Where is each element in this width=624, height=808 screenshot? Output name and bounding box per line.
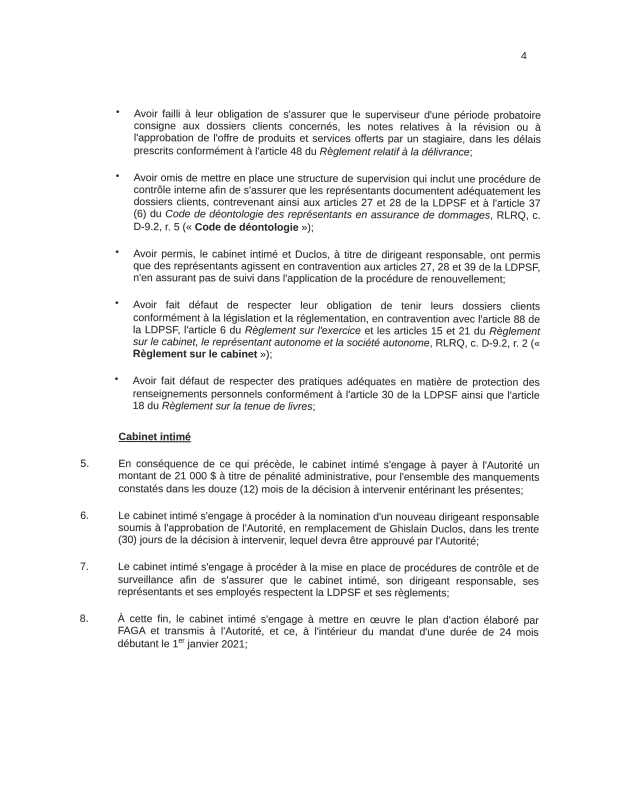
text-segment: Règlement relatif à la délivrance: [319, 145, 470, 159]
section-heading: Cabinet intimé: [118, 431, 191, 444]
text-segment: Code de déontologie: [194, 220, 299, 234]
bullet-text: [133, 299, 540, 362]
text-segment: Avoir failli à leur obligation de s'assurer que le superviseur d'une période probatoire consigne aux dossiers clients concernés, les notes relatives à la révision ou à l'approbation de l'offre de produits et services offerts par un stagiaire, dans les délais prescrits conformément à l'article 48 du: [133, 108, 541, 158]
item-number: 8.: [79, 612, 89, 625]
bullet-text: [133, 376, 540, 414]
text-segment: »);: [298, 221, 314, 234]
text-segment: Règlement sur le cabinet: [132, 348, 258, 361]
numbered-item: [80, 458, 540, 497]
text-segment: Règlement sur le cabinet, le représentant autonome et la société autonome: [132, 325, 541, 350]
text-segment: ;: [469, 146, 473, 159]
text-segment: Le cabinet intimé s'engage à procéder à la mise en place de procédures de contrôle et de surveillance afin de s'assurer que le cabinet intimé, son dirigeant responsable, ses représentants et ses employés respectent la LDPSF et ses règlements;: [117, 561, 540, 600]
item-text: [118, 613, 539, 651]
document-content: [79, 106, 541, 667]
bullet-item: [115, 246, 541, 286]
bullet-icon: •: [114, 374, 119, 386]
bullet-icon: •: [115, 106, 120, 118]
text-segment: Avoir fait défaut de respecter des pratiques adéquates en matière de protection des renseignements personnels conformément à l'article 30 de la LDPSF ainsi que l'article 18 du: [132, 375, 540, 413]
numbered-item: [79, 612, 539, 651]
bullet-text: [134, 108, 541, 159]
numbered-item: [79, 561, 540, 600]
numbered-item: [80, 509, 540, 548]
text-segment: Le cabinet intimé s'engage à procéder à la nomination d'un nouveau dirigeant responsable soumis à l'approbation de l'Autorité, en remplacement de Ghislain Duclos, dans les trente (30) jours de la décision à intervenir, lequel devra être approuvé par l'Autorité;: [118, 509, 540, 548]
text-segment: Avoir permis, le cabinet intimé et Duclos, à titre de dirigeant responsable, ont permis que des représentants agissent en contravention aux articles 27, 28 et 39 de la LDPSF, n'en assurant pas de suivi dans l'application de la procédure de renouvellement;: [133, 247, 541, 286]
bullet-text: [133, 172, 540, 235]
bullet-item: [115, 106, 541, 159]
text-segment: Avoir fait défaut de respecter leur obligation de tenir leurs dossiers clients conformément à la législation et la réglementation, en contravention avec l'article 88 de la LDPSF, l'article 6 du: [133, 299, 541, 337]
text-segment: Règlement sur l'exercice: [244, 324, 361, 337]
text-segment: et les articles 15 et 21 du: [360, 324, 490, 338]
text-segment: À cette fin, le cabinet intimé s'engage à mettre en œuvre le plan d'action élaboré par FAGA et transmis à l'Autorité, et ce, à l'intérieur du mandat d'une durée de 24 mois débutant le 1: [117, 613, 539, 650]
item-text: [118, 458, 539, 496]
item-text: [118, 561, 539, 599]
bullet-icon: •: [115, 246, 119, 258]
text-segment: janvier 2021;: [184, 637, 248, 651]
page-number: 4: [521, 50, 527, 62]
bullet-item: [115, 170, 541, 235]
text-segment: Avoir omis de mettre en place une structure de supervision qui inclut une procédure de contrôle interne afin de s'assurer que les représentants documentent adéquatement les dossiers clients, contrevenant ainsi aux articles 27 et 28 de la LDPSF et à l'article 37 (6) du: [133, 171, 541, 221]
text-segment: ;: [312, 400, 316, 413]
numbered-list: [79, 458, 540, 651]
bullet-list: [114, 106, 541, 414]
text-segment: , RLRQ, c. D-9.2, r. 5 («: [133, 210, 541, 233]
item-number: 7.: [79, 561, 89, 574]
bullet-text: [133, 248, 540, 286]
item-number: 6.: [80, 509, 90, 522]
item-text: [118, 510, 539, 548]
bullet-item: [115, 298, 541, 362]
text-segment: Code de déontologie des représentants en assurance de dommages: [165, 208, 491, 223]
text-segment: En conséquence de ce qui précède, le cabinet intimé s'engage à payer à l'Autorité un montant de 21 000 $ à titre de pénalité administrative, pour l'ensemble des manquements constatés dans les douze (12) mois de la décision à intervenir entérinant les présentes;: [118, 458, 540, 497]
text-segment: »);: [257, 348, 273, 361]
text-segment: , RLRQ, c. D-9.2, r. 2 («: [429, 337, 541, 350]
bullet-icon: •: [115, 298, 119, 310]
text-segment: Règlement sur la tenue de livres: [161, 400, 313, 413]
text-segment: er: [178, 637, 185, 645]
item-number: 5.: [80, 458, 90, 471]
bullet-item: [114, 374, 540, 414]
bullet-icon: •: [115, 170, 120, 182]
